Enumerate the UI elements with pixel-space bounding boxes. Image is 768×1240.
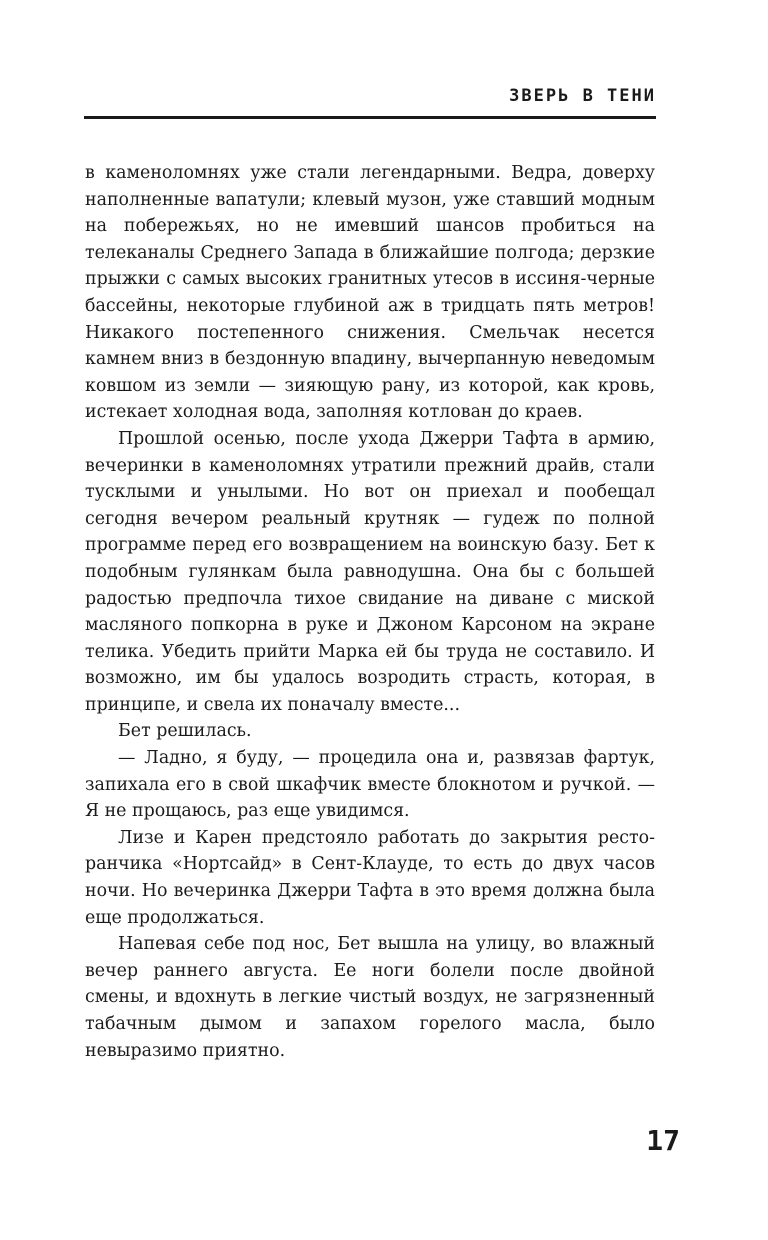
paragraph: Прошлой осенью, после ухода Джерри Тафта в армию, вечеринки в каменоломнях утратили прежний драйв, стали тусклыми и унылыми. Но вот он приехал и пообещал сегодня вечером реальный крутняк — гудеж по полной программе перед его возвращением на воинскую базу. Бет к подобным гулянкам была равнодушна. Она бы с большей радостью предпочла тихое свидание на диване с миской масляного попкорна в руке и Джоном Карсоном на экране телика. Убедить прийти Марка ей бы труда не составило. И возможно, им бы удалось возродить страсть, которая, в принципе, и свела их поначалу вместе... <box>85 428 655 715</box>
paragraph: Бет решилась. <box>118 721 252 742</box>
header-rule <box>84 116 656 119</box>
paragraph: Лизе и Карен предстояло работать до закрытия ресторанчика «Нортсайд» в Сент-Клауде, то есть до двух часов ночи. Но вечеринка Джерри Тафта в это время должна была еще продолжаться. <box>85 827 655 928</box>
paragraph: — Ладно, я буду, — процедила она и, развязав фартук, запихала его в свой шкафчик вместе блокнотом и ручкой. — Я не прощаюсь, раз еще увидимся. <box>85 748 655 822</box>
paragraph: в каменоломнях уже стали легендарными. Ведра, доверху наполненные вапатули; клевый музон, уже ставший модным на побережьях, но не имевший шансов пробиться на телеканалы Среднего Запада в ближайшие полгода; дерзкие прыжки с самых высоких гранитных утесов в иссиня-черные бассейны, некоторые глубиной аж в тридцать пять метров! Никакого постепенного снижения. Смельчак несется камнем вниз в бездонную впадину, вычерпанную неведомым ковшом из земли — зияющую рану, из которой, как кровь, истекает холодная вода, заполняя котлован до краев. <box>85 163 655 423</box>
paragraph: Напевая себе под нос, Бет вышла на улицу, во влажный вечер раннего августа. Ее ноги болели после двойной смены, и вдохнуть в легкие чистый воздух, не загрязненный табачным дымом и запахом горелого масла, было невыразимо приятно. <box>85 934 655 1061</box>
page-number: 17 <box>646 1124 680 1157</box>
running-title: ЗВЕРЬ В ТЕНИ <box>509 86 656 106</box>
body-text <box>85 160 655 1064</box>
